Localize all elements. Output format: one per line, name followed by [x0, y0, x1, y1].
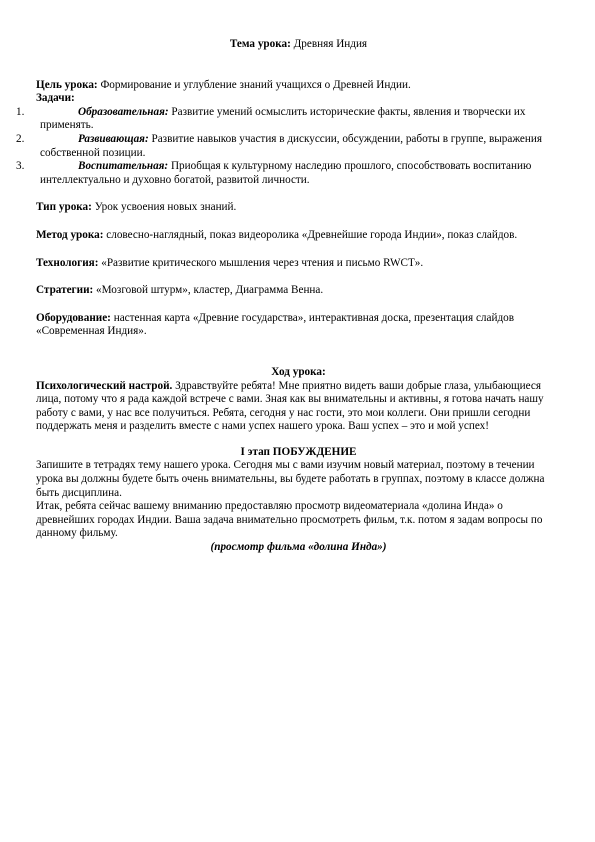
task-text: Приобщая к культурному наследию прошлого, способствовать воспитанию интеллектуально и духовно богатой, развитой личности.	[40, 160, 532, 186]
psych-paragraph	[36, 380, 561, 434]
task-item	[16, 105, 561, 133]
stage-paragraph-2: Итак, ребята сейчас вашему вниманию предоставляю просмотр видеоматериала «долина Инда» о древнейших городах Индии. Ваша задача внимательно просмотреть фильм, т.к. потом я задам вопросы по данному фильму.	[36, 500, 543, 540]
task-number: 2.	[16, 132, 25, 145]
psych-label: Психологический настрой.	[36, 379, 173, 392]
lesson-type-value: Урок усвоения новых знаний.	[94, 201, 237, 214]
tasks-heading: Задачи:	[36, 92, 75, 105]
lesson-topic-label: Тема урока:	[229, 38, 291, 50]
course-heading: Ход урока:	[271, 365, 326, 378]
task-item	[16, 132, 561, 160]
document-page	[16, 38, 561, 555]
task-text: Развитие навыков участия в дискуссии, обсуждении, работы в группе, выражения собственной позиции.	[40, 132, 542, 159]
task-label: Воспитательная:	[78, 160, 169, 173]
lesson-topic	[36, 38, 561, 52]
stage-heading: I этап ПОБУЖДЕНИЕ	[240, 445, 357, 458]
lesson-goal	[36, 79, 561, 93]
task-number: 3.	[16, 160, 25, 173]
strategy-label: Стратегии:	[36, 284, 94, 297]
method-value: словесно-наглядный, показ видеоролика «Древнейшие города Индии», показ слайдов.	[106, 228, 518, 241]
goal-value: Формирование и углубление знаний учащихся о Древней Индии.	[100, 78, 411, 91]
task-text: Развитие умений осмыслить исторические факты, явления и творчески их применять.	[40, 105, 526, 132]
task-number: 1.	[16, 105, 25, 118]
task-label: Развивающая:	[78, 132, 149, 145]
lesson-topic-value: Древняя Индия	[293, 38, 368, 50]
strategy-value: «Мозговой штурм», кластер, Диаграмма Венна.	[96, 284, 324, 297]
technology-label: Технология:	[36, 256, 99, 269]
film-note: (просмотр фильма «долина Инда»)	[210, 541, 387, 554]
goal-label: Цель урока:	[36, 78, 98, 91]
method-label: Метод урока:	[36, 228, 104, 241]
psych-text: Здравствуйте ребята! Мне приятно видеть ваши добрые глаза, улыбающиеся лица, потому что я рада каждой встрече с вами. Зная как вы внимательны и активны, я готова начать нашу работу с вами, у нас все получиться. Ребята, сегодня у нас гости, это мои коллеги. Они пришли сегодни поддержать меня и разделить вместе с нами успех нашего урока. Ваш успех – это и мой успех!	[36, 379, 544, 433]
task-label: Образовательная:	[78, 105, 169, 118]
lesson-equipment	[36, 312, 561, 339]
technology-value: «Развитие критического мышления через чтения и письмо RWCT».	[101, 256, 424, 269]
equipment-value: настенная карта «Древние государства», интерактивная доска, презентация слайдов «Современная Индия».	[36, 311, 515, 338]
stage-paragraph-1: Запишите в тетрадях тему нашего урока. Сегодня мы с вами изучим новый материал, поэтому в течении урока вы должны будете быть очень внимательны, вы будете работать в группах, поэтому в классе должна быть дисциплина.	[36, 459, 545, 499]
lesson-method	[36, 229, 561, 243]
lesson-type	[36, 201, 561, 215]
equipment-label: Оборудование:	[36, 311, 111, 324]
lesson-strategy	[36, 284, 561, 298]
lesson-technology	[36, 257, 561, 271]
lesson-type-label: Тип урока:	[36, 201, 92, 214]
task-item	[16, 160, 561, 187]
